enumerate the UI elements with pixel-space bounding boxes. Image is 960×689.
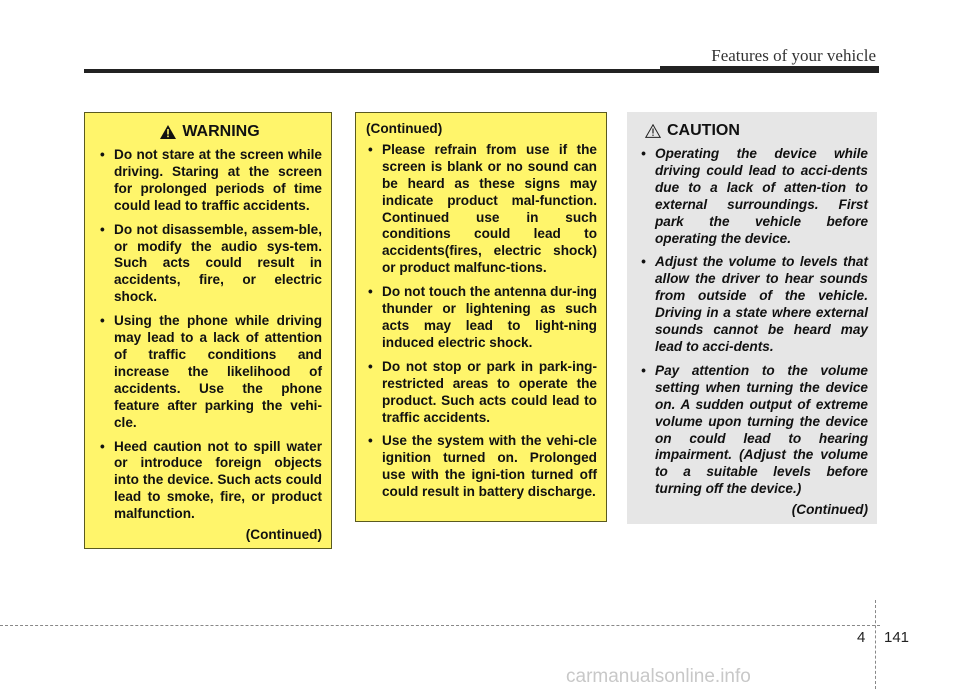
caution-heading [639,120,868,142]
warning-heading-label: WARNING [182,122,260,140]
footer-divider [875,600,876,689]
warning-item: • Do not disassemble, assem-ble, or modify the audio sys-tem. Such acts could result in accidents, fire, or electric shock. [98,222,322,307]
warning-heading [98,121,322,143]
caution-heading-label: CAUTION [667,121,740,139]
warning-item: • Do not stop or park in park-ing-restricted areas to operate the product. Such acts could lead to traffic accidents. [366,359,597,427]
warning-item: • Do not touch the antenna dur-ing thunder or lightening as such acts may lead to light-ning induced electric shock. [366,284,597,352]
caution-box [627,112,877,524]
footer-rule [0,625,880,626]
warning-continued-box [355,112,607,522]
warning-continued-list [366,142,597,501]
warning-list [98,147,322,523]
watermark: carmanualsonline.info [566,666,751,687]
page-header-title: Features of your vehicle [711,46,876,65]
page-number: 141 [884,629,910,646]
warning-item: • Please refrain from use if the screen is blank or no sound can be heard as these signs may indicate product mal-function. Continued use in such conditions could lead to accidents(fires, electric shock) or product malfunc-tions. [366,142,597,277]
continued-label: (Continued) [245,527,322,543]
caution-item: • Pay attention to the volume setting when turning the device on. A sudden output of extreme volume upon turning the device on could lead to hearing impairment. (Adjust the volume to a suitable levels before turning off the device.) [639,363,868,498]
caution-triangle-icon [645,124,661,138]
continued-heading: (Continued) [366,121,443,136]
caution-item: • Adjust the volume to levels that allow the driver to hear sounds from outside of the vehicle. Driving in a state where external sounds cannot be heard may lead to acci-dents. [639,254,868,355]
continued-label: (Continued) [791,502,868,518]
warning-item: • Using the phone while driving may lead to a lack of attention of traffic conditions and increase the likelihood of accidents. Use the phone feature after parking the vehi-cle. [98,313,322,431]
chapter-number: 4 [857,629,866,646]
warning-item: • Do not stare at the screen while driving. Staring at the screen for prolonged periods of time could lead to traffic accidents. [98,147,322,215]
header-rule-accent [660,66,879,73]
warning-item: • Use the system with the vehi-cle ignition turned on. Prolonged use with the igni-tion turned off could result in battery discharge. [366,433,597,501]
caution-list [639,146,868,498]
warning-box [84,112,332,549]
caution-item: • Operating the device while driving could lead to acci-dents due to a lack of atten-tion to external surroundings. First park the vehicle before operating the device. [639,146,868,247]
warning-triangle-icon [160,125,176,139]
warning-item: • Heed caution not to spill water or introduce foreign objects into the device. Such acts could lead to smoke, fire, or product malfunction. [98,439,322,524]
